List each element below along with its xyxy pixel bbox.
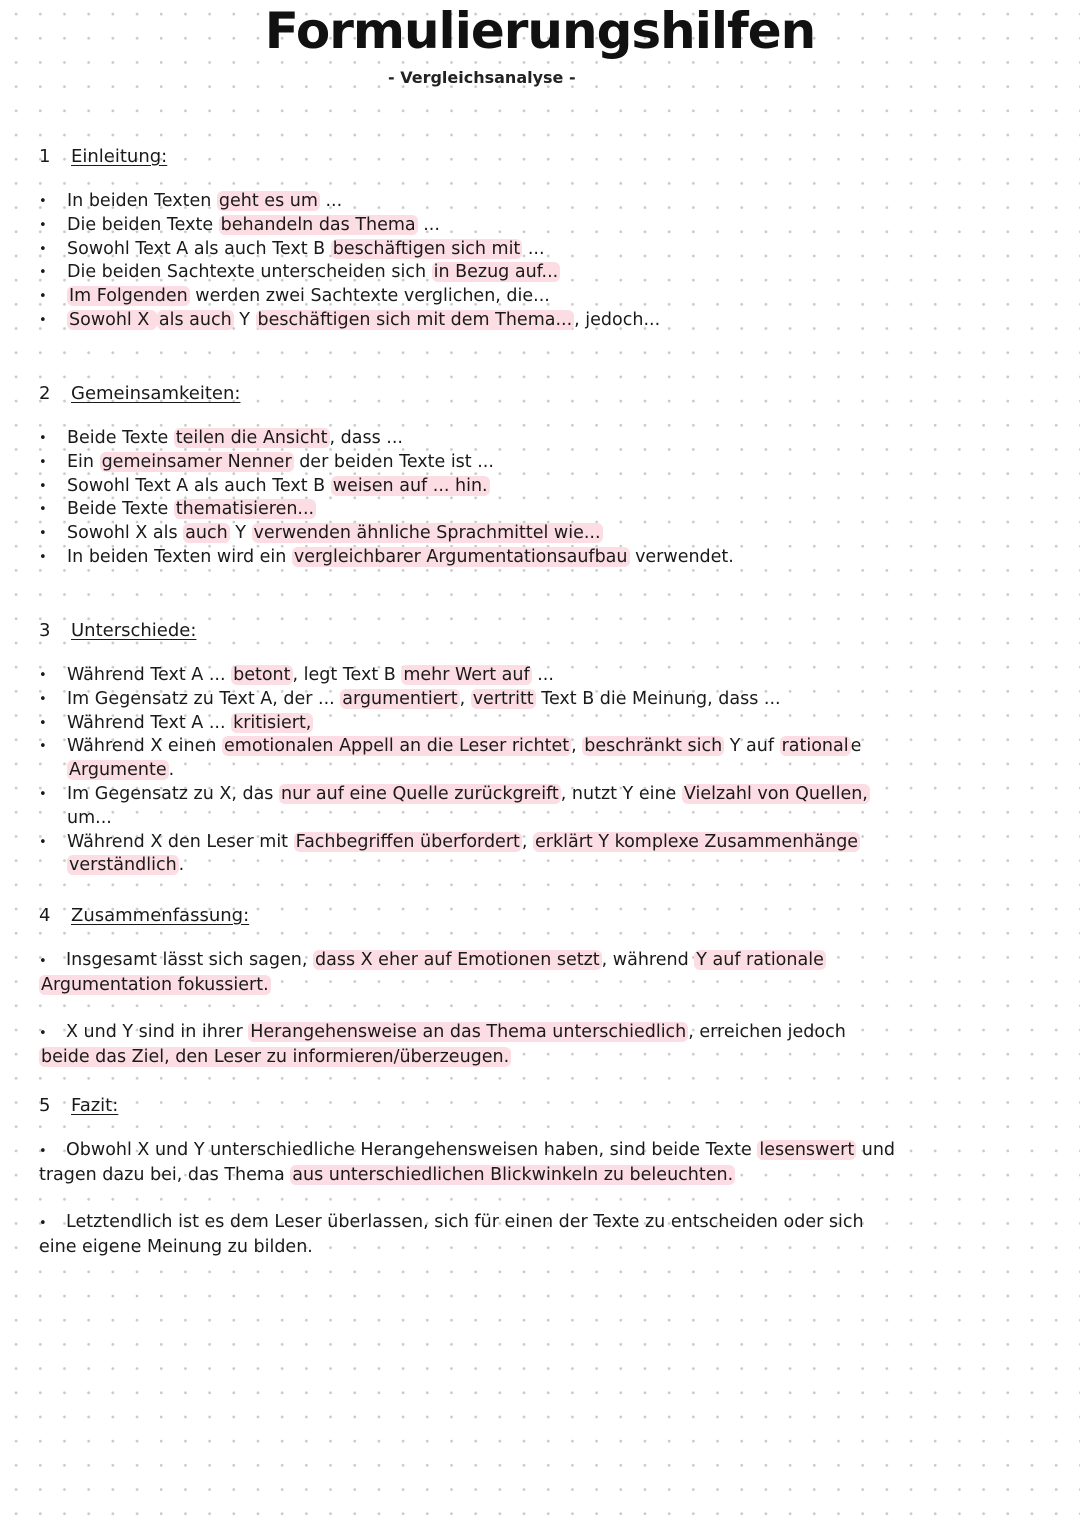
highlighted-phrase: beschäftigen sich mit: [332, 238, 521, 259]
phrase-text: , dass ...: [329, 428, 403, 448]
highlighted-phrase: argumentiert: [342, 688, 458, 709]
phrase-text: Beide Texte: [67, 499, 174, 520]
highlighted-phrase: Herangehensweise an das Thema unterschiedlich: [250, 1022, 687, 1043]
highlighted-phrase: Y auf rationale: [696, 950, 824, 970]
phrase-text: Ein: [67, 451, 100, 472]
highlighted-phrase: Fachbegriffen überfordert: [295, 831, 520, 852]
phrase-text: der beiden Texte ist ...: [293, 451, 494, 472]
section-heading: 5 Fazit:: [39, 1095, 119, 1116]
list-item: [39, 735, 870, 783]
phrase-text: Im Gegensatz zu Text A, der ...: [67, 688, 341, 709]
section-heading: 2 Gemeinsamkeiten:: [39, 383, 241, 404]
phrase-text: ,: [459, 688, 471, 709]
phrase-text: eine eigene Meinung zu bilden.: [39, 1237, 313, 1258]
section-heading: 4 Zusammenfassung:: [39, 905, 250, 926]
list-item: [39, 285, 660, 309]
phrase-text: Text B die Meinung, dass ...: [535, 688, 781, 709]
section-fazit: [39, 1095, 919, 1260]
phrase-text: Im Gegensatz zu X, das: [67, 783, 279, 804]
phrase-text: um...: [67, 807, 112, 828]
highlighted-phrase: emotionalen Appell an die Leser richtet: [224, 736, 570, 757]
bullet-icon: •: [39, 954, 47, 969]
paragraph-group: [39, 1139, 919, 1260]
highlighted-phrase: dass X eher auf Emotionen setzt: [315, 950, 600, 970]
summary-paragraph: [39, 1139, 919, 1188]
highlighted-phrase: teilen die Ansicht: [175, 428, 328, 448]
highlighted-phrase: lesenswert: [759, 1140, 855, 1160]
phrase-text: ,: [521, 831, 534, 852]
highlighted-phrase: erklärt Y komplexe Zusammenhänge: [535, 831, 859, 852]
phrase-text: Beide Texte: [67, 428, 174, 448]
phrase-list: [39, 427, 734, 570]
summary-paragraph: [39, 949, 919, 998]
phrase-list: [39, 190, 660, 333]
bullet-icon: •: [39, 1144, 47, 1159]
list-item: [39, 688, 870, 712]
highlighted-phrase: vertritt: [472, 688, 534, 709]
phrase-text: .: [168, 760, 175, 781]
paragraph-group: [39, 949, 919, 1070]
phrase-text: , erreichen jedoch: [688, 1022, 846, 1043]
highlighted-phrase: aus unterschiedlichen Blickwinkeln zu beleuchten.: [292, 1164, 734, 1185]
section-heading: 1 Einleitung:: [39, 146, 168, 167]
section-unterschiede: [39, 620, 870, 878]
list-item: [39, 214, 660, 238]
phrase-text: Y: [233, 309, 256, 330]
list-item: [39, 664, 870, 688]
phrase-text: , nutzt Y eine: [560, 783, 682, 804]
phrase-text: verwendet.: [629, 546, 734, 567]
section-gemeinsamkeiten: [39, 383, 734, 570]
phrase-text: ...: [531, 665, 554, 685]
phrase-text: Insgesamt lässt sich sagen,: [66, 950, 313, 970]
highlighted-phrase: gemeinsamer Nenner: [101, 451, 292, 472]
highlighted-phrase: mehr Wert auf: [403, 665, 530, 685]
phrase-text: Während Text A ...: [67, 665, 232, 685]
phrase-list: [39, 664, 870, 878]
highlighted-phrase: thematisieren...: [175, 499, 315, 520]
phrase-text: ...: [319, 191, 343, 211]
list-item: [39, 427, 734, 451]
list-item: [39, 451, 734, 475]
list-item: [39, 546, 734, 570]
phrase-text: ...: [522, 238, 545, 259]
page-subtitle: - Vergleichsanalyse -: [388, 68, 576, 87]
highlighted-phrase: kritisiert,: [233, 712, 312, 733]
phrase-text: X und Y sind in ihrer: [66, 1022, 249, 1043]
highlighted-phrase: als auch: [158, 309, 232, 330]
phrase-text: , legt Text B: [292, 665, 402, 685]
phrase-text: Während Text A ...: [67, 712, 232, 733]
list-item: [39, 190, 660, 214]
list-item: [39, 712, 870, 736]
phrase-text: Y auf: [724, 736, 780, 757]
highlighted-phrase: Vielzahl von Quellen,: [683, 783, 868, 804]
phrase-text: Während X den Leser mit: [67, 831, 294, 852]
phrase-text: In beiden Texten wird ein: [67, 546, 292, 567]
phrase-text: ...: [417, 214, 440, 235]
highlighted-phrase: beschäftigen sich mit dem Thema...: [257, 309, 573, 330]
list-item: [39, 261, 660, 285]
bullet-icon: •: [39, 1216, 47, 1232]
phrase-text: und: [856, 1140, 896, 1160]
phrase-text: Sowohl X als: [67, 523, 184, 544]
list-item: [39, 831, 870, 879]
section-heading: 3 Unterschiede:: [39, 620, 197, 641]
summary-paragraph: [39, 1021, 919, 1070]
list-item: [39, 309, 660, 333]
highlighted-phrase: verwenden ähnliche Sprachmittel wie...: [253, 523, 601, 544]
list-item: [39, 522, 734, 546]
section-einleitung: [39, 146, 660, 333]
phrase-text: ,: [571, 736, 583, 757]
list-item: [39, 475, 734, 499]
highlighted-phrase: weisen auf ... hin.: [332, 475, 488, 496]
phrase-text: In beiden Texten: [67, 191, 217, 211]
highlighted-phrase: rational: [781, 736, 849, 757]
phrase-text: werden zwei Sachtexte verglichen, die...: [189, 286, 550, 307]
phrase-text: .: [178, 855, 185, 876]
phrase-text: Die beiden Sachtexte unterscheiden sich: [67, 262, 432, 283]
highlighted-phrase: Argumente: [69, 760, 167, 781]
phrase-text: tragen dazu bei, das Thema: [39, 1164, 291, 1185]
highlighted-phrase: Sowohl X: [69, 309, 155, 330]
summary-paragraph: [39, 1211, 919, 1260]
highlighted-phrase: auch: [185, 523, 228, 544]
highlighted-phrase: Im Folgenden: [69, 286, 188, 307]
list-item: [39, 783, 870, 831]
highlighted-phrase: nur auf eine Quelle zurückgreift: [280, 783, 559, 804]
highlighted-phrase: geht es um: [218, 191, 318, 211]
highlighted-phrase: Argumentation fokussiert.: [41, 974, 269, 995]
highlighted-phrase: behandeln das Thema: [220, 214, 416, 235]
phrase-text: Letztendlich ist es dem Leser überlassen, sich für einen der Texte zu entscheiden oder sich: [66, 1212, 864, 1233]
phrase-text: Sowohl Text A als auch Text B: [67, 475, 331, 496]
highlighted-phrase: verständlich: [69, 855, 177, 876]
highlighted-phrase: vergleichbarer Argumentationsaufbau: [293, 546, 628, 567]
bullet-icon: •: [39, 1026, 47, 1042]
phrase-text: Y: [229, 523, 252, 544]
phrase-text: , jedoch...: [574, 309, 661, 330]
phrase-text: Die beiden Texte: [67, 214, 219, 235]
highlighted-phrase: in Bezug auf...: [433, 262, 559, 283]
section-zusammenfassung: [39, 905, 919, 1070]
page-title: Formulierungshilfen: [264, 2, 816, 60]
phrase-text: Sowohl Text A als auch Text B: [67, 238, 331, 259]
phrase-text: Obwohl X und Y unterschiedliche Herangehensweisen haben, sind beide Texte: [66, 1140, 758, 1160]
list-item: [39, 238, 660, 262]
highlighted-phrase: beide das Ziel, den Leser zu informieren/überzeugen.: [41, 1047, 510, 1068]
phrase-text: Während X einen: [67, 736, 223, 757]
phrase-text: e: [850, 736, 862, 757]
highlighted-phrase: betont: [233, 665, 291, 685]
list-item: [39, 498, 734, 522]
highlighted-phrase: beschränkt sich: [584, 736, 723, 757]
phrase-text: , während: [601, 950, 695, 970]
